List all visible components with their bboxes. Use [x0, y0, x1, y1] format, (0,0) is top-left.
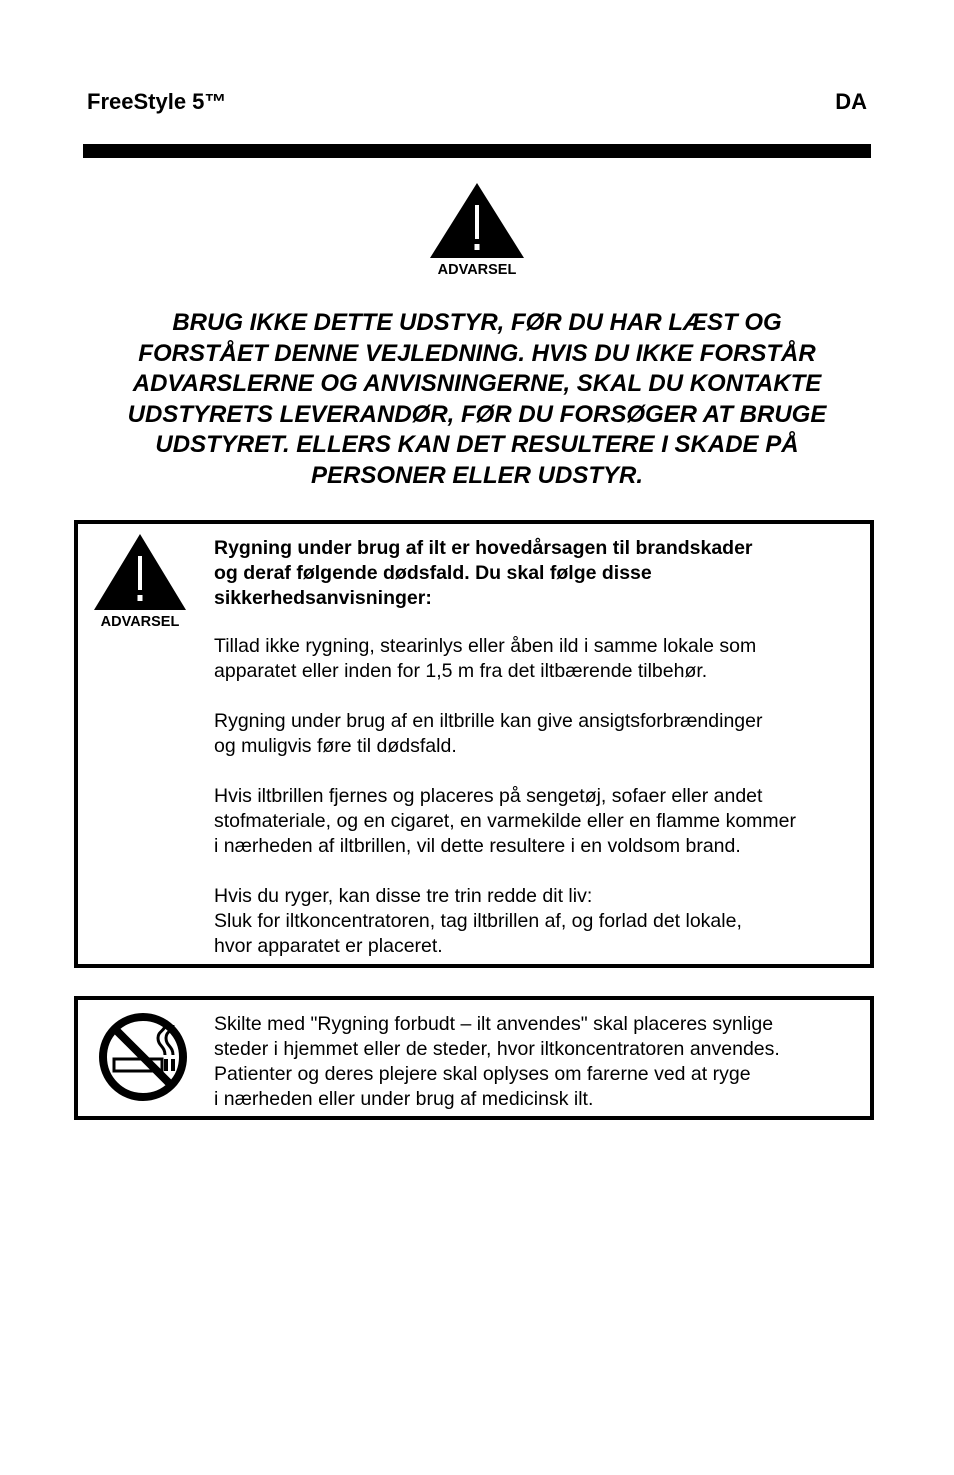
smoking-warning-box	[74, 520, 874, 968]
smoking-warning-paragraph: Rygning under brug af en iltbrille kan give ansigtsforbrændinger og muligvis føre til dødsfald.	[214, 710, 763, 757]
smoking-warning-paragraph: Hvis du ryger, kan disse tre trin redde dit liv: Sluk for iltkoncentratoren, tag iltbrillen af, og forlad det lokale, hvor apparatet er placeret.	[214, 885, 742, 957]
smoking-warning-paragraph: Tillad ikke rygning, stearinlys eller åben ild i samme lokale som apparatet eller inden for 1,5 m fra det iltbærende tilbehør.	[214, 635, 757, 682]
warning-icon-label: ADVARSEL	[437, 262, 517, 278]
no-smoking-icon	[96, 1010, 190, 1104]
product-name: FreeStyle 5™	[87, 89, 227, 114]
main-warning-text: BRUG IKKE DETTE UDSTYR, FØR DU HAR LÆST OG FORSTÅET DENNE VEJLEDNING. HVIS DU IKKE FORSTÅR ADVARSLERNE OG ANVISNINGERNE, SKAL DU KONTAKTE UDSTYRETS LEVERANDØR, FØR DU FORSØGER AT BRUGE UDSTYRET. ELLERS KAN DET RESULTERE I SKADE PÅ PERSONER ELLER UDSTYR.	[127, 309, 827, 489]
no-smoking-text: Skilte med "Rygning forbudt – ilt anvendes" skal placeres synlige steder i hjemmet eller de steder, hvor iltkoncentratoren anvendes. Patienter og deres plejere skal oplyses om farerne ved at ryge i nærheden eller under brug af medicinsk ilt.	[214, 1013, 780, 1110]
language-code: DA	[835, 89, 867, 114]
smoking-warning-lead: Rygning under brug af ilt er hovedårsagen til brandskader og deraf følgende dødsfald. Du skal følge disse sikkerhedsanvisninger:	[214, 537, 753, 609]
warning-triangle-icon	[427, 183, 527, 278]
no-smoking-box	[74, 996, 874, 1120]
smoking-warning-paragraph: Hvis iltbrillen fjernes og placeres på sengetøj, sofaer eller andet stofmateriale, og en cigaret, en varmekilde eller en flamme kommer i nærheden af iltbrillen, vil dette resultere i en voldsom brand.	[214, 785, 796, 857]
header-divider	[83, 144, 871, 158]
warning-triangle-icon	[90, 534, 190, 630]
warning-icon-label: ADVARSEL	[100, 614, 180, 630]
